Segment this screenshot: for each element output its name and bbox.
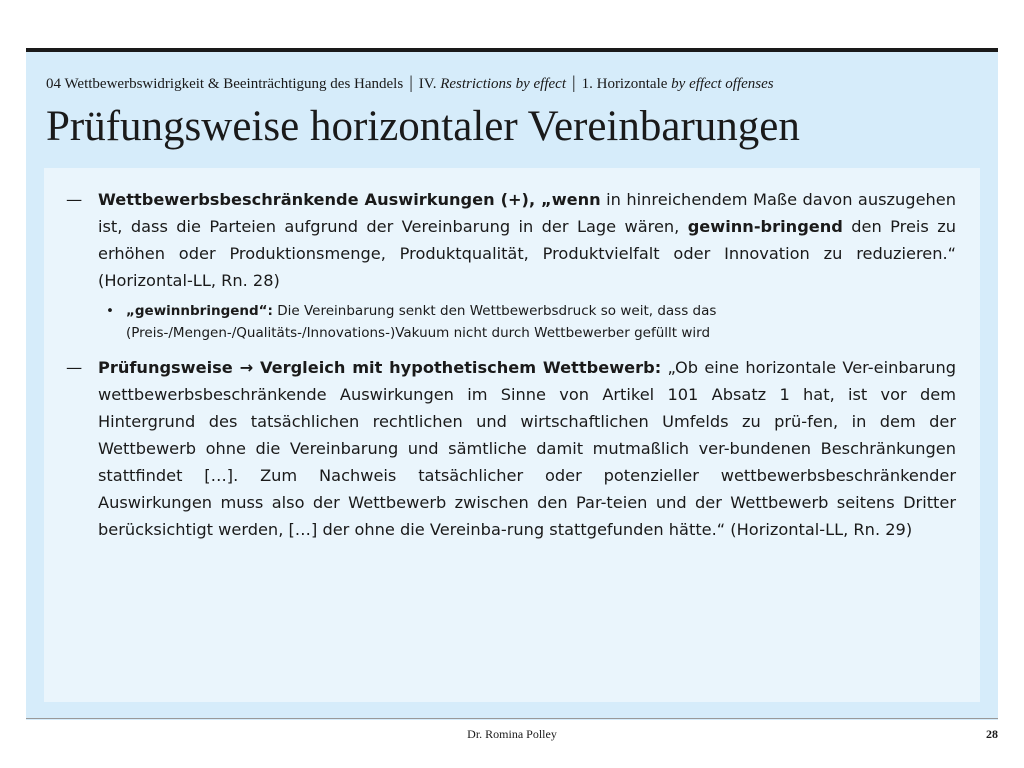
breadcrumb-chapter: 04 Wettbewerbswidrigkeit & Beeinträchtigung des Handels	[46, 76, 404, 92]
breadcrumb-separator: |	[572, 72, 576, 92]
page-number: 28	[986, 727, 998, 741]
breadcrumb-subsection-prefix: 1. Horizontale	[581, 76, 668, 92]
item2-text: „Ob eine horizontale Ver-einbarung wettbewerbsbeschränkende Auswirkungen im Sinne von Artikel 101 Absatz 1 hat, ist vor dem Hintergrund des tatsächlichen rechtlichen und wirtschaftlichen Umfelds zu prü-fen, in dem der Wettbewerb ohne die Vereinbarung und sämtliche damit mutmaßlich ver-bundenen Beschränkungen stattfindet […]. Zum Nachweis tatsächlicher oder potenzieller wettbewerbsbeschränkender Auswirkungen muss also der Wettbewerb zwischen den Par-teien und der Wettbewerb seitens Dritter berücksichtigt werden, […] der ohne die Vereinba-rung stattgefunden hätte.“ (Horizontal-LL, Rn. 29)	[98, 358, 956, 539]
breadcrumb-section-prefix: IV.	[418, 76, 437, 92]
breadcrumb-subsection-italic: by effect offenses	[671, 76, 774, 92]
item1-bold-lead: Wettbewerbsbeschränkende Auswirkungen (+), „wenn	[98, 190, 601, 209]
footer-author: Dr. Romina Polley	[467, 727, 557, 741]
footer-divider	[26, 718, 998, 719]
sub-list-item	[66, 300, 956, 344]
bullet-marker: •	[106, 303, 114, 319]
breadcrumb	[46, 72, 774, 93]
sub1-text: Die Vereinbarung senkt den Wettbewerbsdruck so weit, dass das (Preis-/Mengen-/Qualitäts-/Innovations-)Vakuum nicht durch Wettbewerber gefüllt wird	[126, 303, 717, 341]
breadcrumb-separator: |	[409, 72, 413, 92]
page-title: Prüfungsweise horizontaler Vereinbarungen	[46, 103, 800, 150]
dash-marker: —	[66, 358, 83, 377]
list-item	[66, 354, 956, 543]
content-body	[66, 186, 956, 549]
content-panel	[44, 168, 980, 702]
item1-text: in hinreichendem Maße davon auszugehen ist, dass die Parteien aufgrund der Vereinbarung in der Lage wären,	[98, 190, 957, 236]
dash-marker: —	[66, 190, 83, 209]
item1-text-end: den Preis zu erhöhen oder Produktionsmenge, Produktqualität, Produktvielfalt oder Innovation zu reduzieren.“ (Horizontal-LL, Rn. 28)	[98, 217, 956, 290]
sub1-bold-term: „gewinnbringend“:	[126, 303, 273, 319]
item1-bold-term: gewinn-bringend	[687, 217, 843, 236]
breadcrumb-section-italic: Restrictions by effect	[440, 76, 566, 92]
slide	[26, 48, 998, 720]
list-item	[66, 186, 956, 294]
item2-bold-lead: Prüfungsweise → Vergleich mit hypothetischem Wettbewerb:	[98, 358, 662, 377]
